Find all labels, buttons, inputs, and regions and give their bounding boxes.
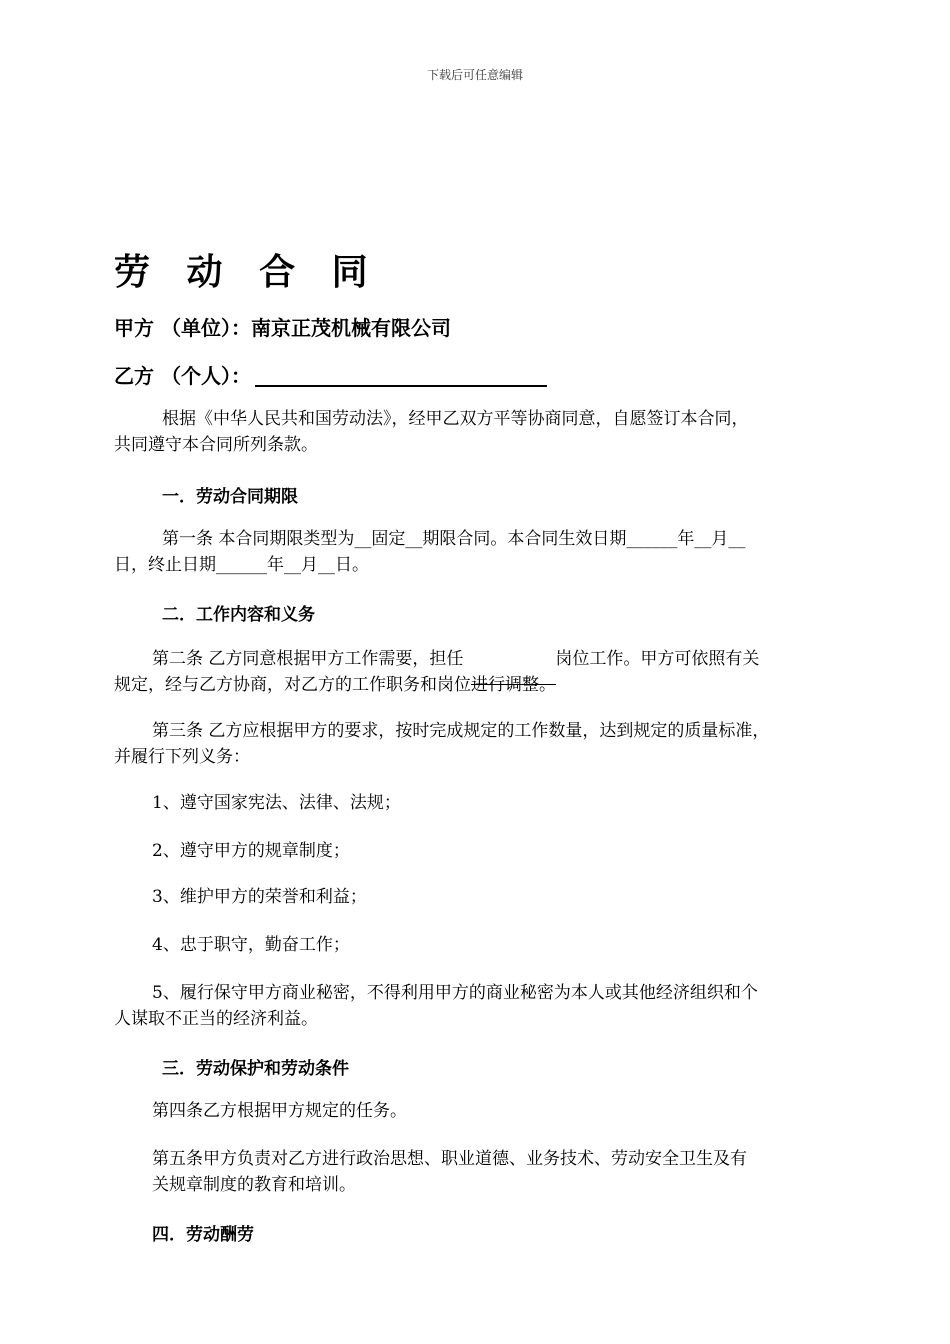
preamble-line-2: 共同遵守本合同所列条款。: [114, 435, 318, 455]
duty-item-4: 4、忠于职守，勤奋工作；: [152, 935, 350, 955]
document-title: 劳 动 合 同: [114, 252, 380, 293]
duty-item-5-line-1: 5、履行保守甲方商业秘密，不得利用甲方的商业秘密为本人或其他经济组织和个: [152, 983, 758, 1003]
article-5-line-2: 关规章制度的教育和培训。: [152, 1175, 356, 1195]
party-a-line: [114, 312, 451, 341]
article-2-line-1b: 岗位工作。甲方可依照有关: [555, 649, 760, 669]
article-2-struck-text: 进行调整。: [471, 675, 556, 695]
article-4-line-1: 第四条乙方根据甲方规定的任务。: [152, 1101, 407, 1121]
article-5-line-1: 第五条甲方负责对乙方进行政治思想、职业道德、业务技术、劳动安全卫生及有: [152, 1149, 747, 1169]
party-b-line: [114, 360, 547, 389]
duty-item-5-line-2: 人谋取不正当的经济利益。: [114, 1009, 318, 1029]
duty-item-1: 1、遵守国家宪法、法律、法规；: [152, 793, 401, 813]
section-2-heading: 二．工作内容和义务: [162, 605, 315, 625]
article-1-line-1: 第一条 本合同期限类型为__固定__期限合同。本合同生效日期______年__月__: [162, 529, 746, 549]
party-a-name: 南京正茂机械有限公司: [250, 316, 451, 340]
article-2-line-1a: 第二条 乙方同意根据甲方工作需要，担任: [152, 649, 464, 669]
duty-item-3: 3、维护甲方的荣誉和利益；: [152, 887, 367, 907]
preamble-line-1: 根据《中华人民共和国劳动法》，经甲乙双方平等协商同意，自愿签订本合同，: [162, 409, 749, 429]
article-3-line-1: 第三条 乙方应根据甲方的要求，按时完成规定的工作数量，达到规定的质量标准，: [152, 721, 770, 741]
duty-item-2: 2、遵守甲方的规章制度；: [152, 841, 350, 861]
party-a-label: 甲方 （单位）：: [114, 316, 251, 340]
party-b-blank: [255, 365, 547, 387]
article-2-line-2: [114, 672, 556, 698]
section-1-heading: 一．劳动合同期限: [162, 487, 298, 507]
page-header-note: 下载后可任意编辑: [426, 68, 523, 82]
article-1-line-2: 日，终止日期______年__月__日。: [114, 555, 369, 575]
article-2-line-2a: 规定，经与乙方协商，对乙方的工作职务和岗位: [114, 675, 471, 695]
article-3-line-2: 并履行下列义务：: [114, 747, 250, 767]
party-b-label: 乙方 （个人）：: [114, 364, 251, 388]
article-2-line-1: [152, 646, 759, 672]
section-3-heading: 三．劳动保护和劳动条件: [162, 1059, 349, 1079]
section-4-heading: 四．劳动酬劳: [152, 1225, 254, 1245]
